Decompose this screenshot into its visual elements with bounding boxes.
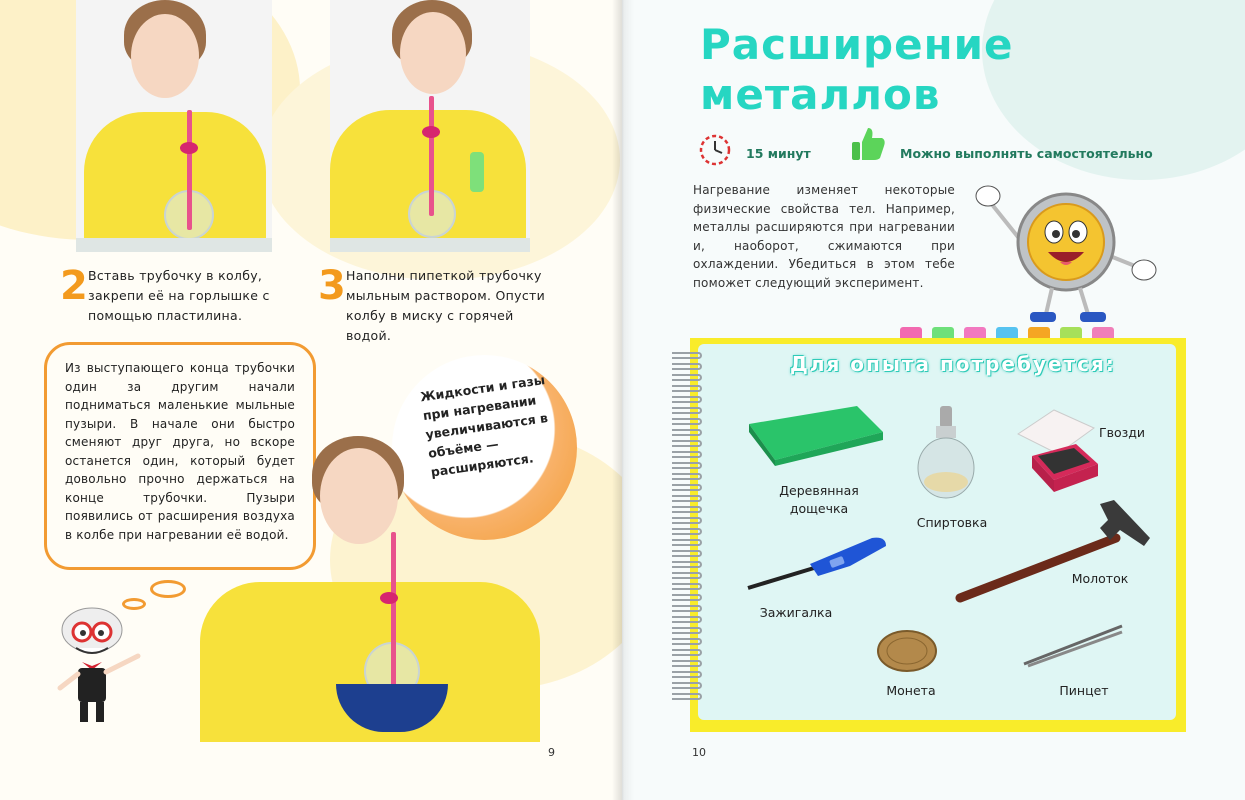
- coin-character: [970, 172, 1160, 332]
- intro-text: Нагревание изменяет некоторые физические свойства тел. Например, металлы расширяются при нагревании и, наоборот, сжимаются при охлаждении. Убедиться в этом тебе поможет следующий эксперимент.: [693, 183, 955, 290]
- observation-text: Из выступающего конца трубочки один за другим начали подниматься маленькие мыльные пузыри. В начале они быстро сменяют друг друга, но вскоре останется один, который будет довольно прочно держаться на конце трубочки. Пузыри появились от расширения воздуха в колбе при нагревании её водой.: [65, 361, 295, 542]
- timer-icon: [698, 133, 732, 167]
- fact-text: Жидкости и газы при нагревании увеличиваются в объёме — расширяются.: [419, 372, 549, 480]
- coin-label: Монета: [886, 683, 936, 698]
- spirit-lamp-image: [914, 402, 980, 502]
- tweezers-image: [1020, 620, 1126, 670]
- photo-girl-inserting-straw: [76, 0, 272, 252]
- lighter-label: Зажигалка: [759, 605, 833, 620]
- independence-label: Можно выполнять самостоятельно: [900, 146, 1153, 161]
- page-number-left: 9: [548, 746, 555, 759]
- hammer-image: [950, 498, 1156, 608]
- bubble-tail: [150, 580, 186, 598]
- step-2-number: 2: [60, 263, 88, 309]
- photo-girl-with-bowl: [196, 432, 552, 742]
- step-2-text: Вставь трубочку в колбу, закрепи её на горлышке с помощью пластилина.: [88, 268, 270, 323]
- hammer-label: Молоток: [1071, 571, 1129, 586]
- step-3-text: Наполни пипеткой трубочку мыльным раствором. Опусти колбу в миску с горячей водой.: [346, 268, 546, 343]
- time-label: 15 минут: [746, 146, 811, 161]
- professor-cartoon: [46, 600, 156, 730]
- lighter-image: [744, 532, 890, 594]
- book-gutter: [612, 0, 634, 800]
- left-page: [0, 0, 622, 800]
- title-line-2: металлов: [700, 70, 941, 119]
- page-title: [700, 20, 1014, 120]
- lamp-label: Спиртовка: [916, 515, 988, 530]
- tweezers-label: Пинцет: [1059, 683, 1109, 698]
- thumbs-up-icon: [848, 124, 888, 164]
- page-number-right: 10: [692, 746, 706, 759]
- title-line-1: Расширение: [700, 20, 1014, 69]
- notebook-spiral: [672, 352, 706, 704]
- photo-girl-with-pipette: [330, 0, 530, 252]
- step-3-number: 3: [318, 263, 346, 309]
- nails-label: Гвозди: [1098, 425, 1146, 440]
- nails-box-image: [1014, 404, 1104, 496]
- coin-image: [876, 628, 938, 674]
- materials-title: Для опыта потребуется:: [790, 352, 1116, 376]
- board-label: Деревянная дощечка: [779, 483, 859, 516]
- wooden-board-image: [745, 402, 885, 466]
